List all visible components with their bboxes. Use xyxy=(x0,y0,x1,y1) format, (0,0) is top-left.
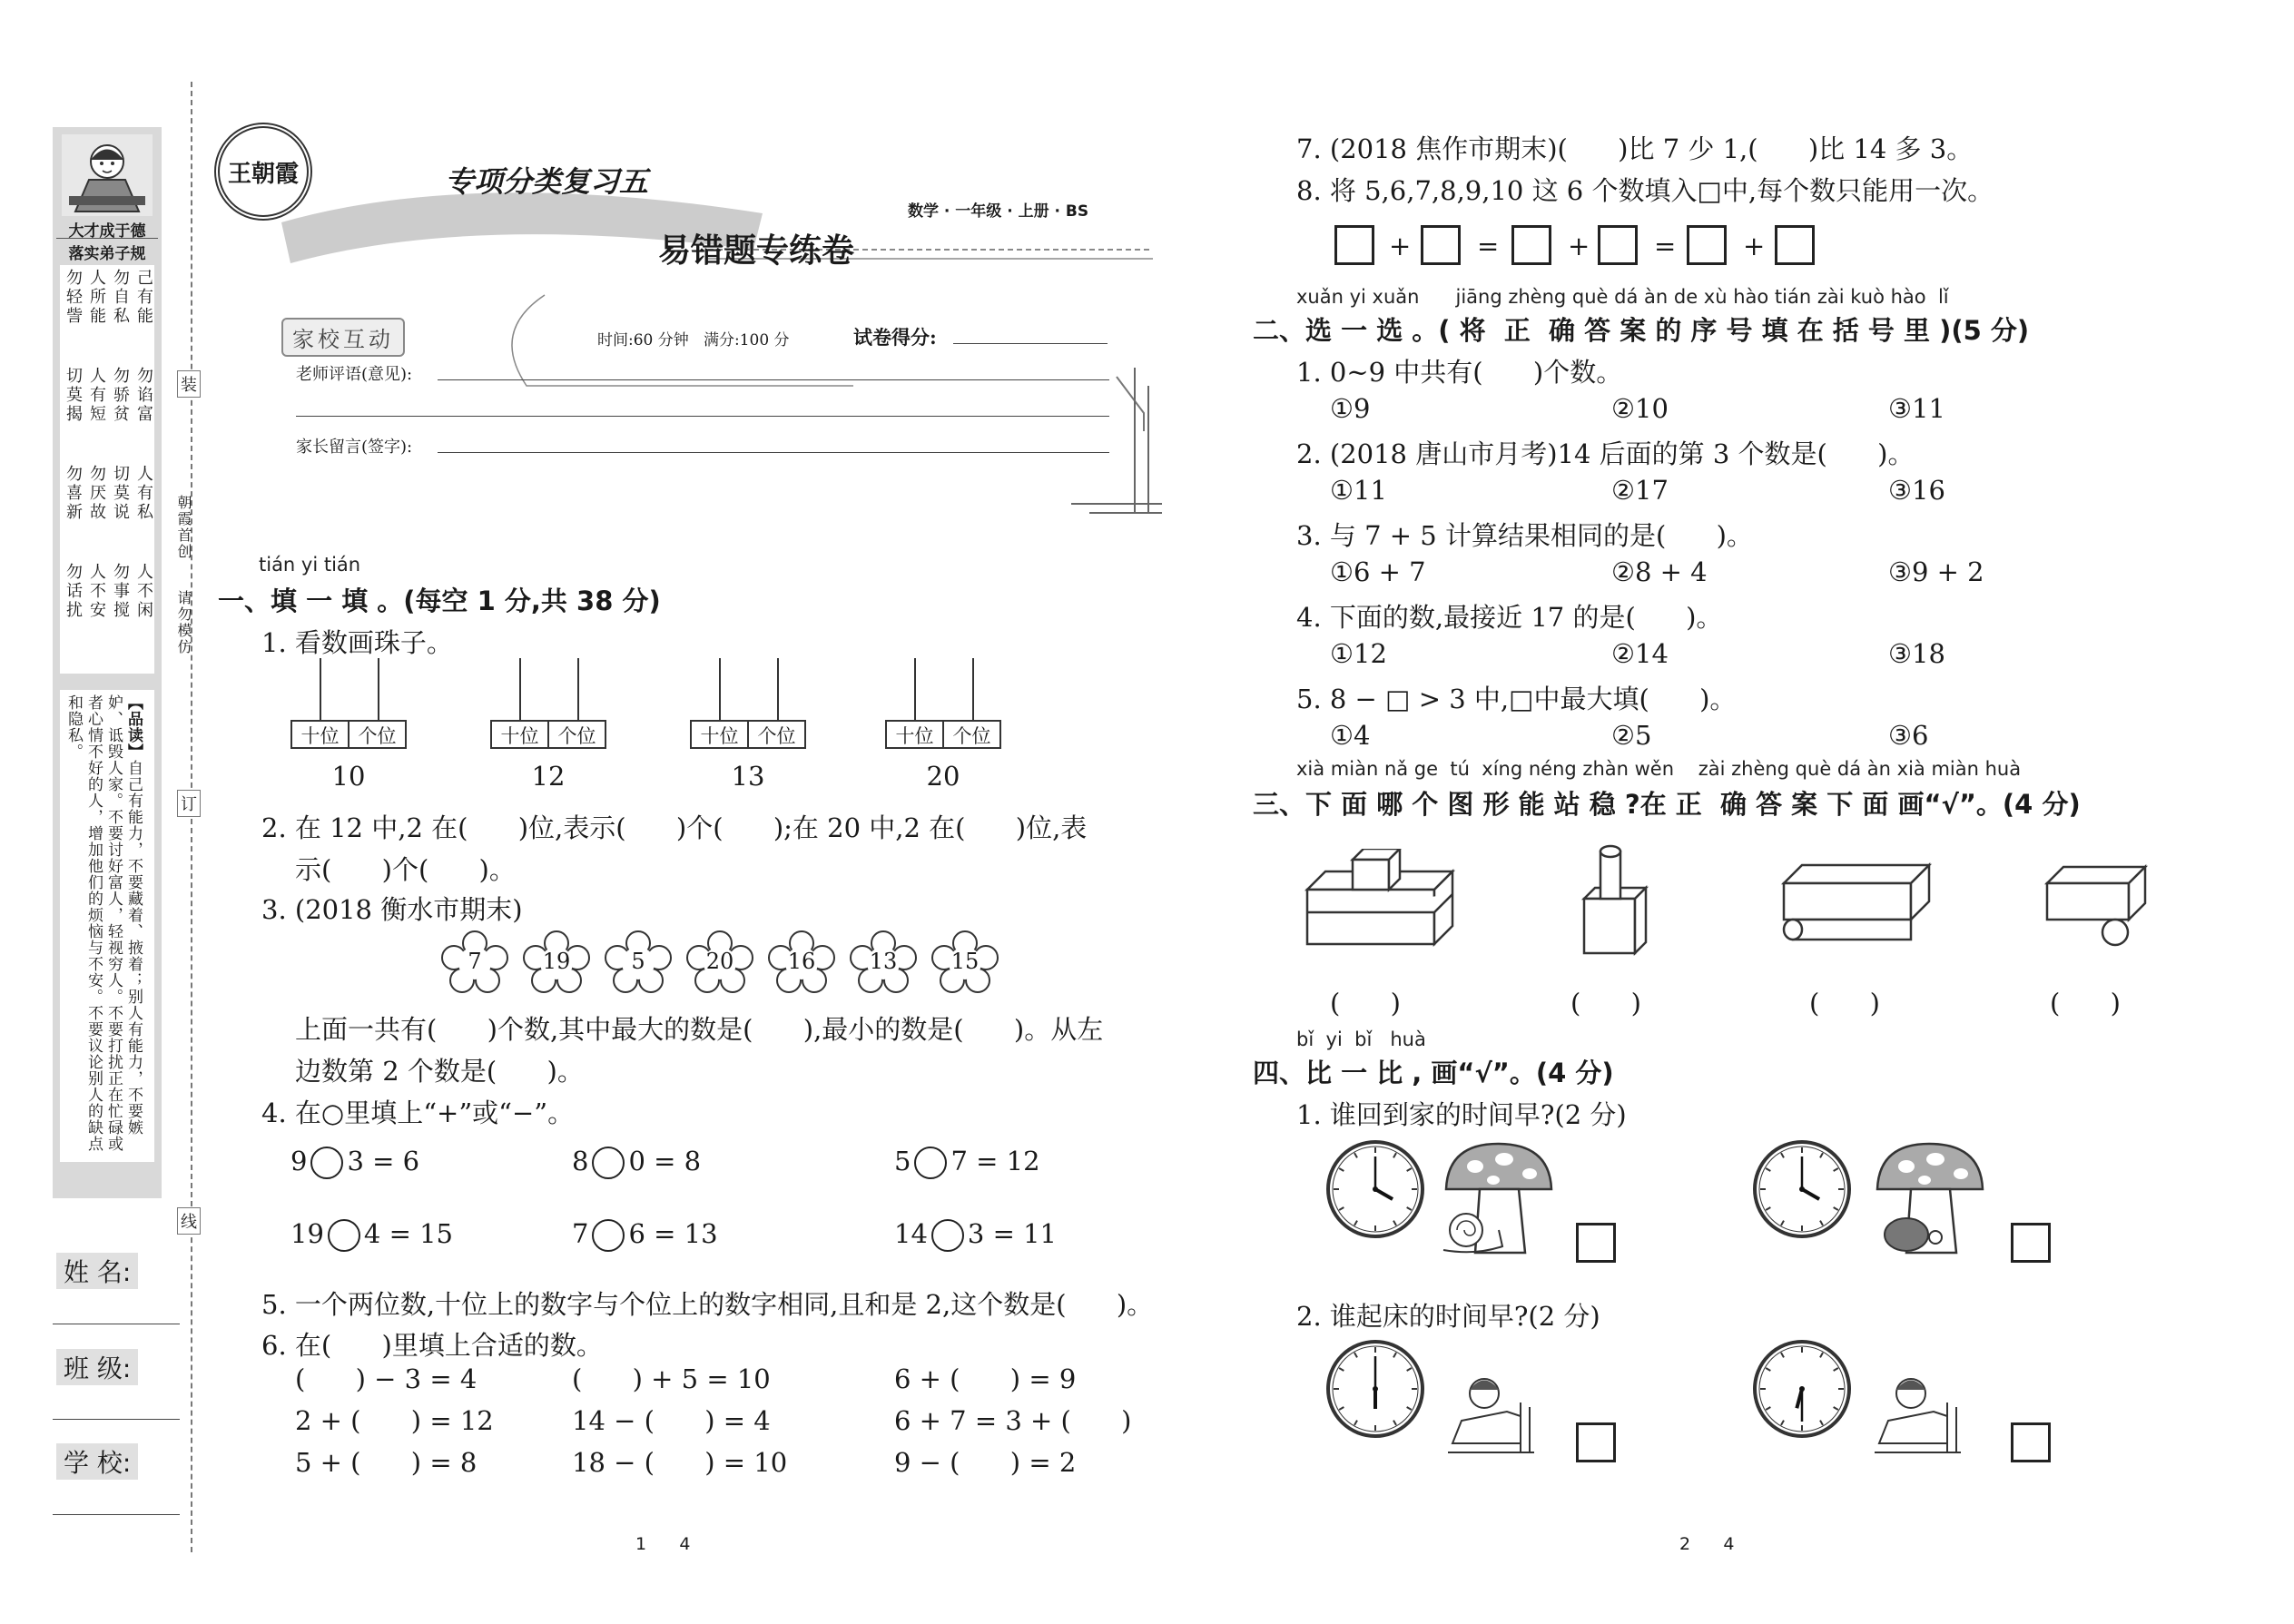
answer-box[interactable] xyxy=(1511,225,1551,265)
s2-question: 5. 8 − □ > 3 中,□中最大填( )。 xyxy=(1296,684,1737,714)
q3-line1: 上面一共有( )个数,其中最大的数是( ),最小的数是( )。从左 xyxy=(295,1014,1104,1045)
child-in-bed-icon xyxy=(1875,1379,1961,1452)
flower-value: 5 xyxy=(631,949,645,974)
flower-value: 16 xyxy=(787,949,816,974)
q8-text: 8. 将 5,6,7,8,9,10 这 6 个数填入□中,每个数只能用一次。 xyxy=(1296,175,1994,206)
maxim-phrase: 切莫揭 xyxy=(64,367,83,424)
abacus-rod xyxy=(972,658,974,722)
mushroom-house-snail xyxy=(1439,1139,1557,1257)
s2-option[interactable]: ③18 xyxy=(1888,638,1945,669)
shape-c xyxy=(1775,858,1938,949)
s2-option[interactable]: ②8 + 4 xyxy=(1611,556,1708,587)
s2-question: 3. 与 7 + 5 计算结果相同的是( )。 xyxy=(1296,520,1753,551)
abacus[interactable] xyxy=(290,658,407,749)
s3-answer-blank[interactable]: ( ) xyxy=(1330,988,1401,1019)
shape-a xyxy=(1298,849,1462,958)
answer-box[interactable] xyxy=(2011,1422,2051,1462)
q6-equation[interactable]: 14 − ( ) = 4 xyxy=(572,1405,771,1436)
sidebar-reading-box xyxy=(60,690,154,1162)
maxim-phrase: 勿事搅 xyxy=(111,563,130,620)
child-waking-2 xyxy=(1870,1366,1970,1457)
answer-box[interactable] xyxy=(1421,225,1461,265)
s2-option[interactable]: ①6 + 7 xyxy=(1330,556,1426,587)
abacus-tens-label: 十位 xyxy=(492,722,549,747)
abacus-rod xyxy=(519,658,521,722)
sidebar-slogan-2: 落实弟子规 xyxy=(56,238,158,263)
abacus-rod xyxy=(320,658,321,722)
scholar-boy-icon xyxy=(62,134,153,216)
series-title: 专项分类复习五 xyxy=(445,164,649,199)
left-page-number: 1 4 xyxy=(635,1534,691,1554)
maxim-phrase: 勿骄贫 xyxy=(111,367,130,424)
slab-on-sphere-icon xyxy=(2047,867,2145,945)
q4-right-side: 3 = 11 xyxy=(967,1218,1057,1249)
abacus-tens-label: 十位 xyxy=(887,722,944,747)
flower-number xyxy=(930,930,999,994)
flower-number xyxy=(440,930,509,994)
q6-equation[interactable]: 18 − ( ) = 10 xyxy=(572,1447,788,1478)
q2-line2: 示( )个( )。 xyxy=(295,854,516,885)
s3-pinyin: xià miàn nǎ ge tú xíng néng zhàn wěn zài zhèng què dá àn xià miàn huà xyxy=(1296,758,2022,780)
cylinder-on-cube-icon xyxy=(1584,846,1646,953)
fold-mark-1: 装 xyxy=(177,370,201,398)
main-title: 易错题专练卷 xyxy=(658,231,855,270)
abacus[interactable] xyxy=(490,658,606,749)
abacus-rod xyxy=(914,658,916,722)
abacus-rod xyxy=(577,658,579,722)
maxim-phrase: 切莫说 xyxy=(111,465,130,522)
q4-equation xyxy=(894,1146,1040,1179)
flower-value: 13 xyxy=(869,949,898,974)
q6-equation[interactable]: 9 − ( ) = 2 xyxy=(894,1447,1077,1478)
s2-question: 2. (2018 唐山市月考)14 后面的第 3 个数是( )。 xyxy=(1296,438,1915,469)
s2-option[interactable]: ③11 xyxy=(1888,393,1945,424)
brand-logo xyxy=(214,123,312,221)
abacus-number: 10 xyxy=(331,761,366,792)
name-label: 姓 名: xyxy=(56,1253,138,1289)
q3-text: 3. (2018 衡水市期末) xyxy=(261,894,523,925)
q8-operator: = xyxy=(1477,231,1500,261)
q3-line2: 边数第 2 个数是( )。 xyxy=(295,1056,584,1087)
abacus-tens-label: 十位 xyxy=(692,722,749,747)
maxim-phrase: 人所能 xyxy=(87,269,106,326)
mushroom-house-turtle xyxy=(1870,1139,1988,1257)
q6-equation[interactable]: 5 + ( ) = 8 xyxy=(295,1447,478,1478)
class-field[interactable] xyxy=(53,1419,180,1420)
teacher-comment-field[interactable] xyxy=(438,379,1109,380)
parent-note-label: 家长留言(签字): xyxy=(296,438,413,457)
q4-left-operand: 5 xyxy=(894,1146,911,1176)
q4-left-operand: 14 xyxy=(894,1218,928,1249)
child-in-bed-icon xyxy=(1448,1379,1534,1452)
s2-option[interactable]: ③16 xyxy=(1888,475,1945,506)
s2-option[interactable]: ③9 + 2 xyxy=(1888,556,1984,587)
maxim-phrase: 勿轻訾 xyxy=(64,269,83,326)
brand-logo-text: 王朝霞 xyxy=(227,160,299,188)
s4-heading: 四、比 一 比 , 画“√”。(4 分) xyxy=(1253,1058,1614,1088)
abacus-number: 20 xyxy=(926,761,960,792)
q4-equation xyxy=(290,1218,453,1252)
abacus-rod xyxy=(777,658,779,722)
answer-box[interactable] xyxy=(1598,225,1638,265)
s4-q1-text: 1. 谁回到家的时间早?(2 分) xyxy=(1296,1099,1627,1130)
q4-left-operand: 9 xyxy=(290,1146,308,1176)
teacher-comment-field-2[interactable] xyxy=(296,416,1109,417)
s4-pinyin: bǐ yi bǐ huà xyxy=(1296,1029,1426,1050)
fold-mark-2: 订 xyxy=(177,790,201,817)
flower-number xyxy=(685,930,754,994)
s2-option[interactable]: ①9 xyxy=(1330,393,1371,424)
abacus-number: 13 xyxy=(731,761,765,792)
clock-snail xyxy=(1325,1139,1425,1239)
maxim-phrase: 勿喜新 xyxy=(64,465,83,522)
s2-option[interactable]: ②14 xyxy=(1611,638,1669,669)
q4-right-side: 7 = 12 xyxy=(950,1146,1040,1176)
school-label: 学 校: xyxy=(56,1443,138,1480)
q1-text: 1. 看数画珠子。 xyxy=(261,627,453,658)
child-waking-1 xyxy=(1443,1366,1543,1457)
abacus-rod xyxy=(719,658,721,722)
q8-operator: + xyxy=(1568,231,1590,261)
s2-option[interactable]: ②17 xyxy=(1611,475,1669,506)
clock-child-1 xyxy=(1325,1339,1425,1439)
flower-number xyxy=(849,930,918,994)
teacher-comment-label: 老师评语(意见): xyxy=(296,365,413,384)
maxim-phrase: 勿厌故 xyxy=(87,465,106,522)
clock-child-2 xyxy=(1752,1339,1852,1439)
maxim-phrase: 勿话扰 xyxy=(64,563,83,620)
reading-title: 【品读】 xyxy=(124,694,143,760)
answer-box[interactable] xyxy=(1334,225,1374,265)
q6-text: 6. 在( )里填上合适的数。 xyxy=(261,1330,603,1361)
q4-right-side: 6 = 13 xyxy=(628,1218,718,1249)
answer-box[interactable] xyxy=(1576,1223,1616,1263)
q5-text: 5. 一个两位数,十位上的数字与个位上的数字相同,且和是 2,这个数是( )。 xyxy=(261,1289,1154,1320)
s2-option[interactable]: ①11 xyxy=(1330,475,1387,506)
time-info: 时间:60 分钟 满分:100 分 xyxy=(597,331,790,349)
home-school-badge: 家校互动 xyxy=(281,318,405,357)
q6-equation[interactable]: ( ) + 5 = 10 xyxy=(572,1363,771,1394)
s2-option[interactable]: ②10 xyxy=(1611,393,1669,424)
abacus-ones-label: 个位 xyxy=(952,725,991,747)
s3-heading: 三、下 面 哪 个 图 形 能 站 稳 ?在 正 确 答 案 下 面 画“√”。(4 分) xyxy=(1253,789,2081,820)
reading-text: 自己有能力，不要藏着、掖着；别人有能力，不要嫉妒、诋毁人家。不要讨好富人，轻视穷人。不要打扰正在忙碌或者心情不好的人，增加他们的烦恼与不安。不要议论别人的缺点和隐私。 xyxy=(64,694,143,1152)
flower-value: 15 xyxy=(950,949,980,974)
answer-box[interactable] xyxy=(2011,1223,2051,1263)
maxim-phrase: 人不安 xyxy=(87,563,106,620)
parent-note-field[interactable] xyxy=(438,452,1109,453)
score-field[interactable] xyxy=(953,343,1108,344)
q4-right-side: 3 = 6 xyxy=(347,1146,420,1176)
q6-equation[interactable]: 6 + 7 = 3 + ( ) xyxy=(894,1405,1132,1436)
clock-turtle xyxy=(1752,1139,1852,1239)
school-field[interactable] xyxy=(53,1514,180,1515)
flower-number xyxy=(767,930,836,994)
s1-pinyin: tián yi tián xyxy=(259,554,361,576)
s3-answer-blank[interactable]: ( ) xyxy=(1570,988,1641,1019)
s2-option[interactable]: ③6 xyxy=(1888,720,1929,751)
q4-equation xyxy=(290,1146,419,1179)
answer-box[interactable] xyxy=(1576,1422,1616,1462)
shape-d xyxy=(2038,858,2156,958)
operator-circle[interactable] xyxy=(592,1147,625,1179)
s4-q2-text: 2. 谁起床的时间早?(2 分) xyxy=(1296,1301,1600,1332)
s1-heading: 一、填 一 填 。(每空 1 分,共 38 分) xyxy=(218,586,661,616)
answer-box[interactable] xyxy=(1687,225,1727,265)
subject-line: 数学 · 一年级 · 上册 · BS xyxy=(908,202,1089,221)
q6-equation[interactable]: ( ) − 3 = 4 xyxy=(295,1363,478,1394)
operator-circle[interactable] xyxy=(328,1219,360,1252)
sidebar-maxim-box xyxy=(60,265,154,674)
maxim-phrase: 人有私 xyxy=(134,465,153,522)
s2-option[interactable]: ①4 xyxy=(1330,720,1371,751)
maxim-phrase: 己有能 xyxy=(134,269,153,326)
q6-equation[interactable]: 6 + ( ) = 9 xyxy=(894,1363,1077,1394)
q2-line1: 2. 在 12 中,2 在( )位,表示( )个( );在 20 中,2 在( )位,表 xyxy=(261,812,1088,843)
q4-equation xyxy=(572,1218,718,1252)
q4-equation xyxy=(894,1218,1057,1252)
abacus[interactable] xyxy=(690,658,806,749)
q4-equation xyxy=(572,1146,701,1179)
s2-pinyin: xuǎn yi xuǎn jiāng zhèng què dá àn de xù hào tián zài kuò hào lǐ xyxy=(1296,286,1949,308)
sidebar-mascot xyxy=(62,134,153,216)
abacus-ones-label: 个位 xyxy=(757,725,796,747)
s2-option[interactable]: ②5 xyxy=(1611,720,1652,751)
abacus-number: 12 xyxy=(531,761,566,792)
abacus-ones-label: 个位 xyxy=(358,725,397,747)
cube-on-slab-icon xyxy=(1307,849,1452,944)
abacus[interactable] xyxy=(885,658,1001,749)
q4-right-side: 0 = 8 xyxy=(628,1146,702,1176)
s2-option[interactable]: ①12 xyxy=(1330,638,1387,669)
flower-number xyxy=(604,930,673,994)
s2-question: 4. 下面的数,最接近 17 的是( )。 xyxy=(1296,602,1723,633)
fold-note-1: 朝霞首创 xyxy=(175,495,192,560)
s2-heading: 二、选 一 选 。( 将 正 确 答 案 的 序 号 填 在 括 号 里 )(5 分) xyxy=(1253,315,2030,346)
operator-circle[interactable] xyxy=(931,1219,964,1252)
right-page-number: 2 4 xyxy=(1679,1534,1735,1554)
q4-text: 4. 在○里填上“+”或“−”。 xyxy=(261,1097,575,1128)
maxim-phrase: 人不闲 xyxy=(134,563,153,620)
abacus-ones-label: 个位 xyxy=(557,725,596,747)
shape-b xyxy=(1575,842,1657,960)
q6-equation[interactable]: 2 + ( ) = 12 xyxy=(295,1405,494,1436)
q4-left-operand: 19 xyxy=(290,1218,324,1249)
q8-operator: = xyxy=(1654,231,1677,261)
q8-operator: + xyxy=(1743,231,1766,261)
class-label: 班 级: xyxy=(56,1349,138,1385)
maxim-phrase: 勿谄富 xyxy=(134,367,153,424)
score-label: 试卷得分: xyxy=(853,326,937,349)
abacus-tens-label: 十位 xyxy=(292,722,350,747)
binding-line xyxy=(191,82,192,1552)
operator-circle[interactable] xyxy=(310,1147,343,1179)
flower-value: 20 xyxy=(705,949,734,974)
sidebar-slogan-1: 大才成于德 xyxy=(68,222,146,241)
maxim-phrase: 勿自私 xyxy=(111,269,130,326)
flower-value: 19 xyxy=(542,949,571,974)
maxim-phrase: 人有短 xyxy=(87,367,106,424)
operator-circle[interactable] xyxy=(592,1219,625,1252)
abacus-rod xyxy=(378,658,379,722)
answer-box[interactable] xyxy=(1775,225,1815,265)
q4-right-side: 4 = 15 xyxy=(363,1218,453,1249)
q8-operator: + xyxy=(1389,231,1412,261)
flower-number xyxy=(522,930,591,994)
q4-left-operand: 8 xyxy=(572,1146,589,1176)
q4-left-operand: 7 xyxy=(572,1218,589,1249)
s3-answer-blank[interactable]: ( ) xyxy=(2050,988,2121,1019)
operator-circle[interactable] xyxy=(914,1147,947,1179)
q7-text: 7. (2018 焦作市期末)( )比 7 少 1,( )比 14 多 3。 xyxy=(1296,133,1974,164)
slab-on-cylinder-icon xyxy=(1784,865,1929,940)
s3-answer-blank[interactable]: ( ) xyxy=(1809,988,1880,1019)
s2-question: 1. 0~9 中共有( )个数。 xyxy=(1296,357,1623,388)
flower-value: 7 xyxy=(468,949,482,974)
fold-note-2: 请勿模仿 xyxy=(175,590,192,655)
fold-mark-3: 线 xyxy=(177,1207,201,1235)
